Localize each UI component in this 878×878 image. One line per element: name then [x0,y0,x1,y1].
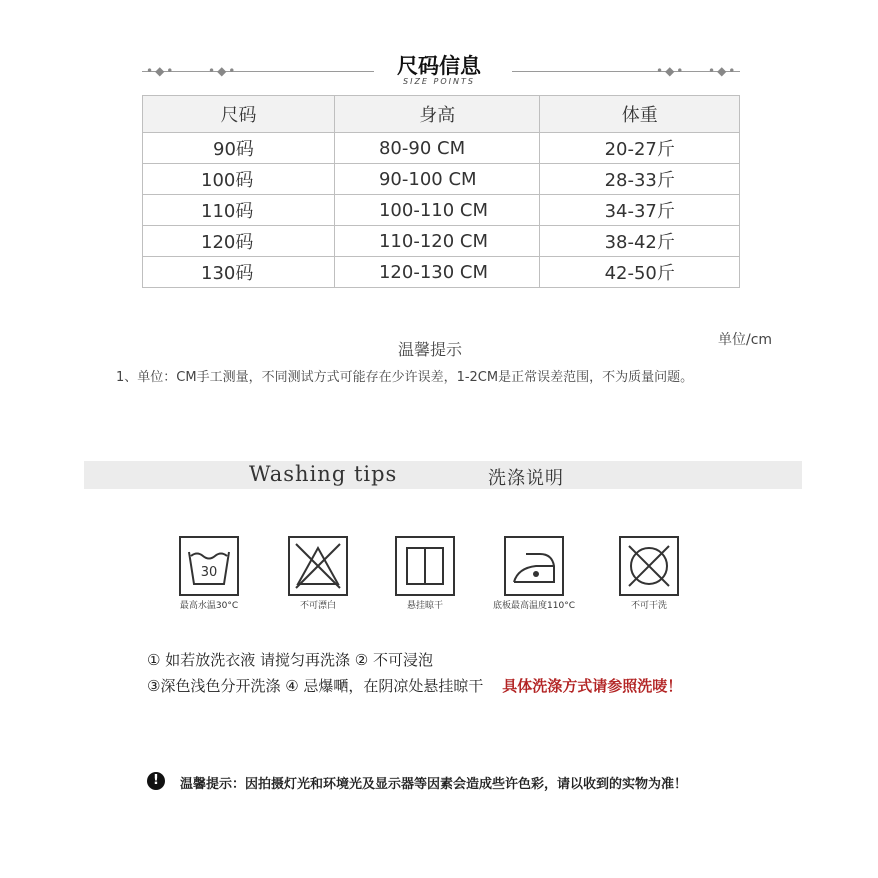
cell-height: 120-130 CM [334,257,540,288]
table-row [143,257,740,288]
wash-temp: 30 [200,565,218,580]
cell-weight: 20-27斤 [540,133,740,164]
ornament-right-icon: •◆• [656,64,686,78]
washing-title-cn: 洗涤说明 [488,468,564,489]
table-row [143,164,740,195]
care-label: 底板最高温度110°C [493,601,575,611]
cell-size: 90码 [143,133,335,164]
cell-height: 110-120 CM [334,226,540,257]
size-table [142,95,740,288]
cell-weight: 28-33斤 [540,164,740,195]
exclamation-icon: ! [147,772,165,790]
hang-dry-icon [395,536,455,596]
iron-icon [504,536,564,596]
wash-instruction-highlight: 具体洗涤方式请参照洗唛！ [502,677,683,695]
care-label: 悬挂晾干 [406,601,443,611]
header-weight: 体重 [540,96,740,133]
cell-height: 100-110 CM [334,195,540,226]
wash-instruction-2 [147,675,682,696]
cell-weight: 34-37斤 [540,195,740,226]
washing-banner [84,461,802,489]
measurement-note: 1、单位：CM手工测量，不同测试方式可能存在少许误差，1-2CM是正常误差范围，不为质量问题。 [116,370,694,385]
cell-size: 130码 [143,257,335,288]
no-bleach-icon [288,536,348,596]
color-warning: 温馨提示：因拍摄灯光和环境光及显示器等因素会造成些许色彩，请以收到的实物为准！ [180,777,688,792]
page-subtitle: SIZE POINTS [403,77,475,86]
page-title: 尺码信息 [397,54,481,78]
cell-weight: 38-42斤 [540,226,740,257]
cell-size: 100码 [143,164,335,195]
no-dry-clean-icon [619,536,679,596]
ornament-right-icon: •◆• [708,64,738,78]
cell-size: 120码 [143,226,335,257]
care-label: 不可干洗 [630,601,667,611]
unit-label: 单位/cm [718,332,773,348]
cell-height: 90-100 CM [334,164,540,195]
table-row [143,195,740,226]
ornament-left-icon: •◆• [208,64,238,78]
table-row [143,133,740,164]
care-label: 不可漂白 [299,601,336,611]
table-header-row [143,96,740,133]
washing-title-en: Washing tips [249,462,398,486]
cell-weight: 42-50斤 [540,257,740,288]
wash-30-icon [179,536,239,596]
table-row [143,226,740,257]
ornament-left-icon: •◆• [146,64,176,78]
cell-size: 110码 [143,195,335,226]
wash-instruction-1: ① 如若放洗衣液 请搅匀再洗涤 ② 不可浸泡 [147,651,433,669]
header-height: 身高 [334,96,540,133]
wash-instruction-2-text: ③深色浅色分开洗涤 ④ 忌爆嗮，在阴凉处悬挂晾干 [147,677,484,695]
tips-title: 温馨提示 [398,340,463,359]
cell-height: 80-90 CM [334,133,540,164]
header-size: 尺码 [143,96,335,133]
care-label: 最高水温30°C [179,601,239,611]
